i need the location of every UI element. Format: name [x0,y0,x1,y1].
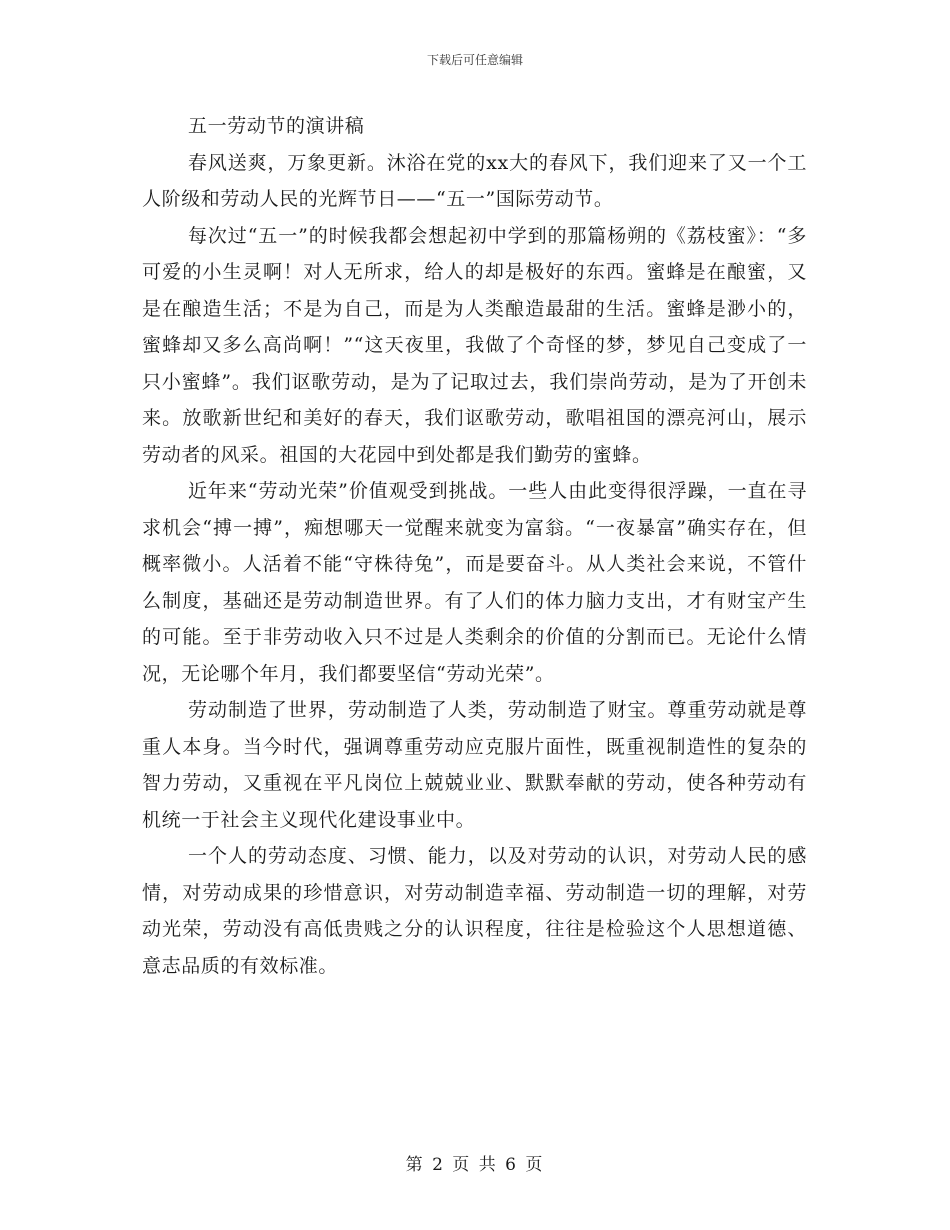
paragraph-1: 春风送爽，万象更新。沐浴在党的xx大的春风下，我们迎来了又一个工人阶级和劳动人民的光辉节日——“五一”国际劳动节。 [142,151,807,210]
page-header-note: 下载后可任意编辑 [426,53,523,67]
paragraph-2: 每次过“五一”的时候我都会想起初中学到的那篇杨朔的《荔枝蜜》：“多可爱的小生灵啊！对人无所求，给人的却是极好的东西。蜜蜂是在酿蜜，又是在酿造生活；不是为自己，而是为人类酿造最甜的生活。蜜蜂是渺小的，蜜蜂却又多么高尚啊！”“这天夜里，我做了个奇怪的梦，梦见自己变成了一只小蜜蜂”。我们讴歌劳动，是为了记取过去，我们崇尚劳动，是为了开创未来。放歌新世纪和美好的春天，我们讴歌劳动，歌唱祖国的漂亮河山，展示劳动者的风采。祖国的大花园中到处都是我们勤劳的蜜蜂。 [142,224,807,466]
document-title: 五一劳动节的演讲稿 [188,115,365,137]
paragraph-3: 近年来“劳动光荣”价值观受到挑战。一些人由此变得很浮躁，一直在寻求机会“搏一搏”，痴想哪天一觉醒来就变为富翁。“一夜暴富”确实存在，但概率微小。人活着不能“守株待兔”，而是要奋斗。从人类社会来说，不管什么制度，基础还是劳动制造世界。有了人们的体力脑力支出，才有财宝产生的可能。至于非劳动收入只不过是人类剩余的价值的分割而已。无论什么情况，无论哪个年月，我们都要坚信“劳动光荣”。 [142,480,807,685]
page-number-footer: 第 2 页 共 6 页 [405,1155,545,1175]
paragraph-4: 劳动制造了世界，劳动制造了人类，劳动制造了财宝。尊重劳动就是尊重人本身。当今时代，强调尊重劳动应克服片面性，既重视制造性的复杂的智力劳动，又重视在平凡岗位上兢兢业业、默默奉献的劳动，使各种劳动有机统一于社会主义现代化建设事业中。 [142,699,807,831]
paragraph-5: 一个人的劳动态度、习惯、能力，以及对劳动的认识，对劳动人民的感情，对劳动成果的珍惜意识，对劳动制造幸福、劳动制造一切的理解，对劳动光荣，劳动没有高低贵贱之分的认识程度，往往是检验这个人思想道德、意志品质的有效标准。 [142,845,807,977]
document-body [142,108,807,984]
